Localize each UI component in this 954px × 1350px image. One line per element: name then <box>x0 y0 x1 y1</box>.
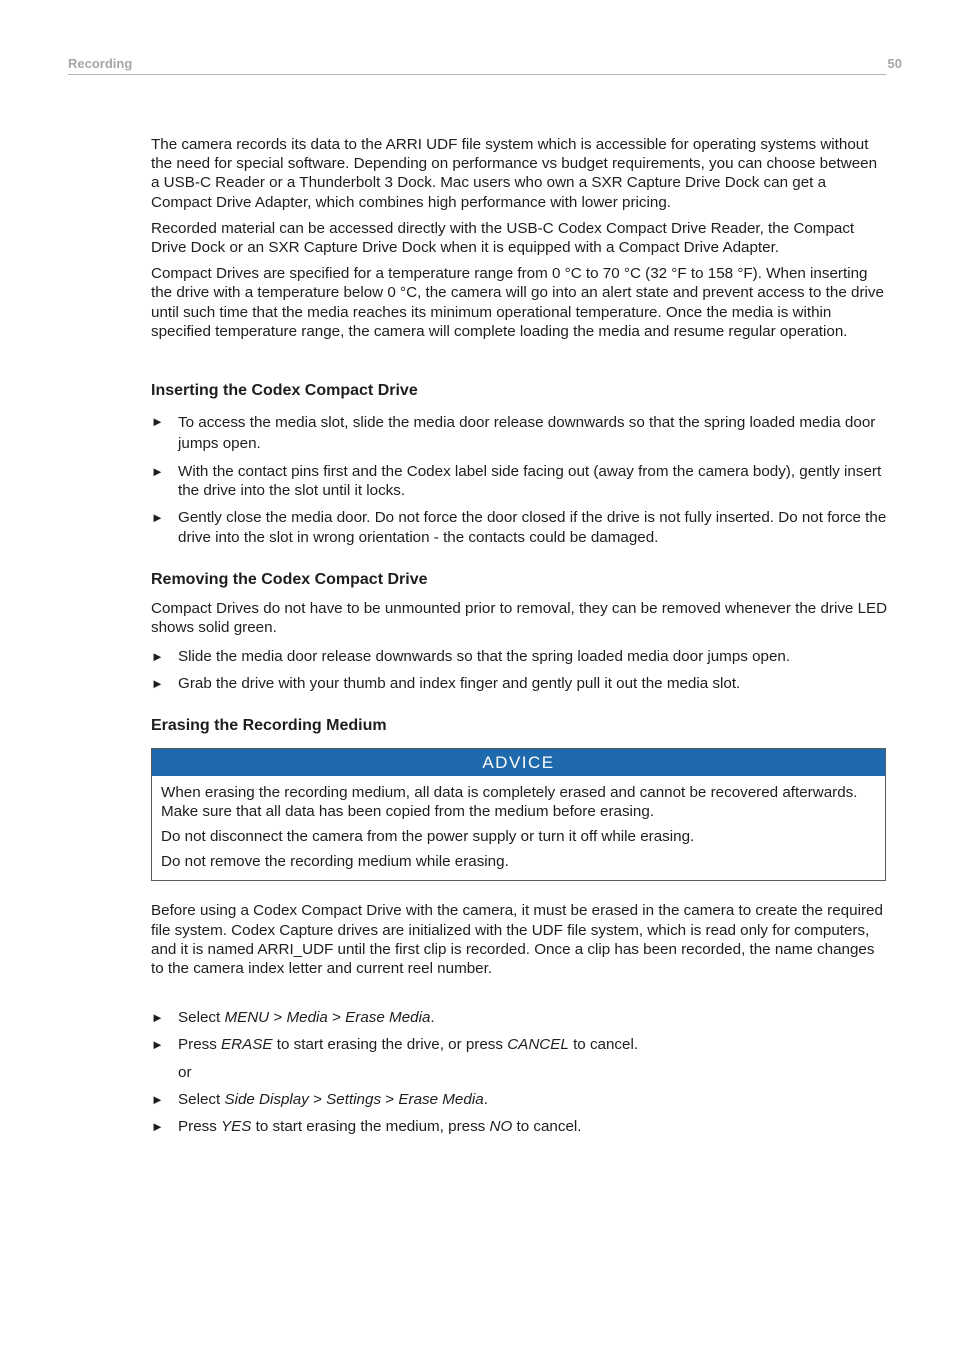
erasing-paragraph: Before using a Codex Compact Drive with the camera, it must be erased in the camera to create the required file system. Codex Capture drives are initialized with the UDF file system, which is read only for computers, and it is named ARRI_UDF until the first clip is recorded. Once a clip has been recorded, the name changes to the camera index letter and current reel number. <box>151 902 883 978</box>
play-triangle-icon: ► <box>151 1037 164 1053</box>
play-triangle-icon: ► <box>151 1091 164 1107</box>
list-item: ► Press YES to start erasing the medium, press NO to cancel. <box>151 1118 582 1136</box>
intro-paragraph: The camera records its data to the ARRI UDF file system which is accessible for operating systems without the need for special software. Depending on performance vs budget requirements, you can choose between a USB-C Reader or a Thunderbolt 3 Dock. Mac users who own a SXR Capture Drive Dock can get a Compact Drive Adapter, which combines high performance with lower pricing. <box>151 136 878 211</box>
page-content <box>151 135 889 1144</box>
section-heading-erasing: Erasing the Recording Medium <box>151 716 387 734</box>
menu-path-item: CANCEL <box>507 1036 569 1054</box>
list-item: ► Select MENU > Media > Erase Media. <box>151 1009 435 1027</box>
menu-path-item: MENU <box>224 1009 270 1027</box>
play-triangle-icon: ► <box>151 414 164 430</box>
erasing-steps <box>151 1008 889 1054</box>
or-text: or <box>178 1063 192 1081</box>
intro-paragraph: Recorded material can be accessed directly with the USB-C Codex Compact Drive Reader, the Compact Drive Dock or an SXR Capture Drive Dock when it is equipped with a Compact Drive Adapter. <box>151 219 855 257</box>
page-number: 50 <box>887 56 902 71</box>
intro-paragraph: Compact Drives are specified for a temperature range from 0 °C to 70 °C (32 °F to 158 °F). When inserting the drive with a temperature below 0 °C, the camera will go into an alert state and prevent access to the drive until such time that the media reaches its minimum operational temperature. Once the media is within specified temperature range, the camera will complete loading the media and resume regular operation. <box>151 265 884 340</box>
menu-path-item: Settings <box>326 1090 382 1108</box>
menu-path-item: Media <box>286 1009 328 1027</box>
menu-path-item: NO <box>489 1118 513 1136</box>
removing-paragraph: Compact Drives do not have to be unmounted prior to removal, they can be removed whenever the drive LED shows solid green. <box>151 599 888 637</box>
list-item: ► Select Side Display > Settings > Erase Media. <box>151 1090 488 1108</box>
inserting-steps <box>151 412 889 547</box>
menu-path-item: Erase Media <box>345 1009 431 1027</box>
section-heading-inserting: Inserting the Codex Compact Drive <box>151 382 418 400</box>
play-triangle-icon: ► <box>151 510 164 526</box>
list-item: ► With the contact pins first and the Codex label side facing out (away from the camera body), gently insert the drive into the slot until it locks. <box>151 463 882 500</box>
erasing-steps-alt <box>151 1090 889 1136</box>
advice-text: Do not disconnect the camera from the power supply or turn it off while erasing. <box>161 828 695 846</box>
play-triangle-icon: ► <box>151 464 164 480</box>
menu-path-item: YES <box>221 1118 252 1136</box>
list-item: ► Grab the drive with your thumb and index finger and gently pull it out the media slot. <box>151 675 741 693</box>
list-item: ► Press ERASE to start erasing the drive, or press CANCEL to cancel. <box>151 1036 639 1054</box>
section-heading-removing: Removing the Codex Compact Drive <box>151 570 428 588</box>
play-triangle-icon: ► <box>151 1119 164 1135</box>
section-title: Recording <box>68 56 133 71</box>
page-header <box>68 56 902 75</box>
advice-text: When erasing the recording medium, all data is completely erased and cannot be recovered afterwards. Make sure that all data has been copied from the medium before erasing. <box>161 783 858 820</box>
removing-steps <box>151 647 889 693</box>
advice-text: Do not remove the recording medium while erasing. <box>161 853 509 871</box>
menu-path-item: Side Display <box>224 1090 309 1108</box>
menu-path-item: ERASE <box>221 1036 273 1054</box>
play-triangle-icon: ► <box>151 1010 164 1026</box>
play-triangle-icon: ► <box>151 676 164 692</box>
menu-path-item: Erase Media <box>398 1090 484 1108</box>
list-item: ► Gently close the media door. Do not force the door closed if the drive is not fully inserted. Do not force the drive into the slot in wrong orientation - the contacts could be damaged. <box>151 509 887 546</box>
advice-body <box>152 776 885 881</box>
play-triangle-icon: ► <box>151 649 164 665</box>
list-item: ► Slide the media door release downwards so that the spring loaded media door jumps open. <box>151 648 791 666</box>
advice-title: ADVICE <box>152 749 885 776</box>
list-item: ► To access the media slot, slide the media door release downwards so that the spring loaded media door jumps open. <box>151 414 876 453</box>
advice-box <box>151 748 886 882</box>
